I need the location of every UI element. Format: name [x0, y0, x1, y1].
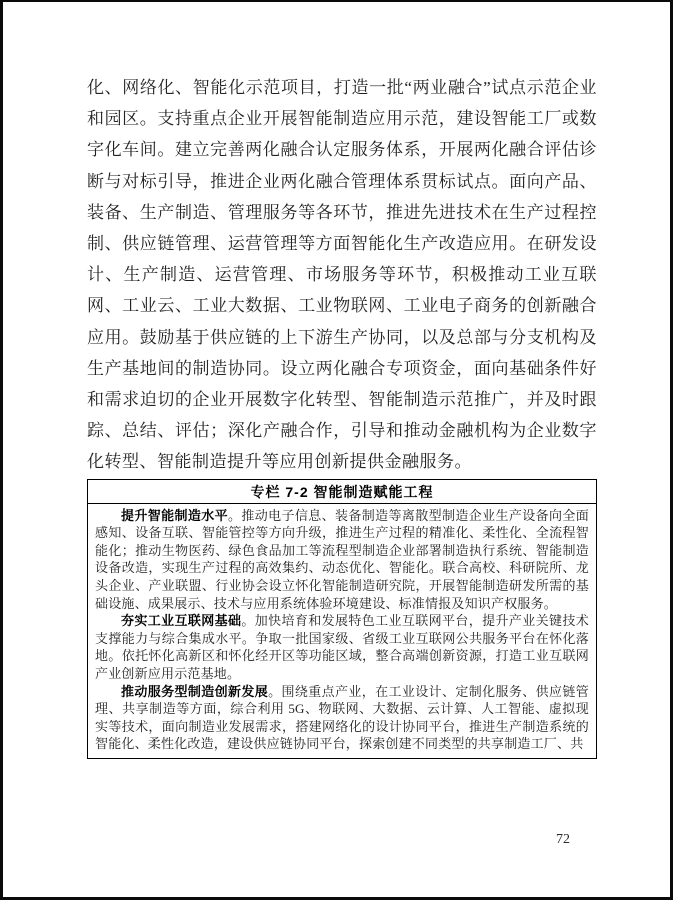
document-content: [87, 72, 597, 759]
callout-paragraph: [95, 507, 589, 613]
paragraph-text: 。加快培育和发展特色工业互联网平台，提升产业关键技术支撑能力与综合集成水平。争取一批国家级、省级工业互联网公共服务平台在怀化落地。依托怀化高新区和怀化经开区等功能区域，整合高端创新资源，打造工业互联网产业创新应用示范基地。: [95, 613, 589, 681]
body-paragraph: 化、网络化、智能化示范项目，打造一批“两业融合”试点示范企业和园区。支持重点企业开展智能制造应用示范，建设智能工厂或数字化车间。建立完善两化融合认定服务体系，开展两化融合评估诊断与对标引导，推进企业两化融合管理体系贯标试点。面向产品、装备、生产制造、管理服务等各环节，推进先进技术在生产过程控制、供应链管理、运营管理等方面智能化生产改造应用。在研发设计、生产制造、运营管理、市场服务等环节，积极推动工业互联网、工业云、工业大数据、工业物联网、工业电子商务的创新融合应用。鼓励基于供应链的上下游生产协同，以及总部与分支机构及生产基地间的制造协同。设立两化融合专项资金，面向基础条件好和需求迫切的企业开展数字化转型、智能制造示范推广，并及时跟踪、总结、评估；深化产融合作，引导和推动金融机构为企业数字化转型、智能制造提升等应用创新提供金融服务。: [87, 78, 597, 472]
paragraph-lead: 推动服务型制造创新发展: [121, 683, 269, 699]
paragraph-text: 。围绕重点产业，在工业设计、定制化服务、供应链管理、共享制造等方面，综合利用 5G、物联网、大数据、云计算、人工智能、虚拟现实等技术，面向制造业发展需求，搭建网络化的设计协同平台，推进生产制造系统的智能化、柔性化改造，建设供应链协同平台，探索创建不同类型的共享制造工厂、共: [95, 683, 589, 752]
paragraph-lead: 提升智能制造水平: [121, 507, 229, 523]
callout-box: [87, 479, 597, 759]
paragraph-text: 。推动电子信息、装备制造等离散型制造企业生产设备向全面感知、设备互联、智能管控等方向升级，推进生产过程的精准化、柔性化、全流程智能化；推动生物医药、绿色食品加工等流程型制造企业部署制造执行系统、智能制造设备改造，实现生产过程的高效集约、动态优化、智能化。联合高校、科研院所、龙头企业、产业联盟、行业协会设立怀化智能制造研究院，开展智能制造研发所需的基础设施、成果展示、技术与应用系统体验环境建设、标准情报及知识产权服务。: [95, 507, 589, 611]
callout-paragraph: [95, 683, 589, 753]
callout-box-title: 专栏 7-2 智能制造赋能工程: [88, 480, 596, 504]
callout-box-body: [88, 504, 596, 758]
callout-paragraph: [95, 612, 589, 682]
paragraph-lead: 夯实工业互联网基础: [121, 613, 242, 629]
page-number: 72: [556, 832, 570, 847]
